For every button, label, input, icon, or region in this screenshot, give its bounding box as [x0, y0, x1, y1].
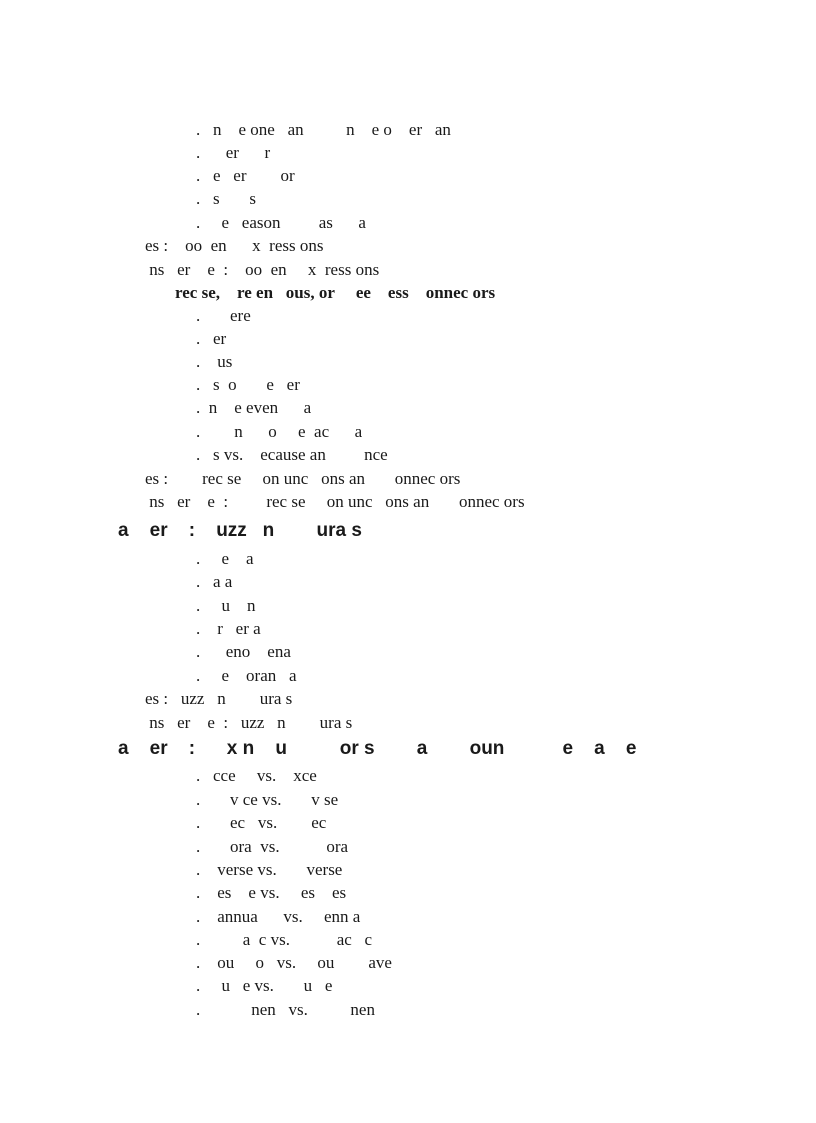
- list-item: . verse vs. verse: [196, 860, 343, 879]
- list-item: . s s: [196, 189, 256, 208]
- list-item: . u n: [196, 596, 256, 615]
- note-line: es : oo en x ress ons: [145, 236, 324, 255]
- list-item: . v ce vs. v se: [196, 790, 339, 809]
- list-item: . us: [196, 352, 233, 371]
- list-item: . er: [196, 329, 227, 348]
- list-item: . ec vs. ec: [196, 813, 327, 832]
- list-item: . es e vs. es es: [196, 883, 347, 902]
- list-item: . a c vs. ac c: [196, 930, 373, 949]
- list-item: . cce vs. xce: [196, 766, 317, 785]
- list-item: . a a: [196, 572, 233, 591]
- list-item: . er r: [196, 143, 271, 162]
- list-item: . n e one an n e o er an: [196, 120, 451, 139]
- list-item: . ere: [196, 306, 251, 325]
- list-item: . e er or: [196, 166, 295, 185]
- chapter-heading: a er : uzz n ura s: [118, 520, 362, 541]
- chapter-heading: a er : x n u or s a oun e a e: [118, 738, 637, 759]
- note-line: es : uzz n ura s: [145, 689, 293, 708]
- note-line: es : rec se on unc ons an onnec ors: [145, 469, 461, 488]
- list-item: . s vs. ecause an nce: [196, 445, 388, 464]
- list-item: . ou o vs. ou ave: [196, 953, 392, 972]
- note-line: ns er e : uzz n ura s: [145, 713, 353, 732]
- list-item: . ora vs. ora: [196, 837, 349, 856]
- list-item: . e oran a: [196, 666, 297, 685]
- note-line: ns er e : oo en x ress ons: [145, 260, 380, 279]
- list-item: . annua vs. enn a: [196, 907, 361, 926]
- list-item: . r er a: [196, 619, 261, 638]
- list-item: . s o e er: [196, 375, 300, 394]
- section-subtitle: rec se, re en ous, or ee ess onnec ors: [175, 283, 496, 302]
- note-line: ns er e : rec se on unc ons an onnec ors: [145, 492, 525, 511]
- list-item: . nen vs. nen: [196, 1000, 375, 1019]
- list-item: . e a: [196, 549, 254, 568]
- list-item: . eno ena: [196, 642, 291, 661]
- list-item: . e eason as a: [196, 213, 366, 232]
- list-item: . n e even a: [196, 398, 312, 417]
- list-item: . n o e ac a: [196, 422, 363, 441]
- list-item: . u e vs. u e: [196, 976, 333, 995]
